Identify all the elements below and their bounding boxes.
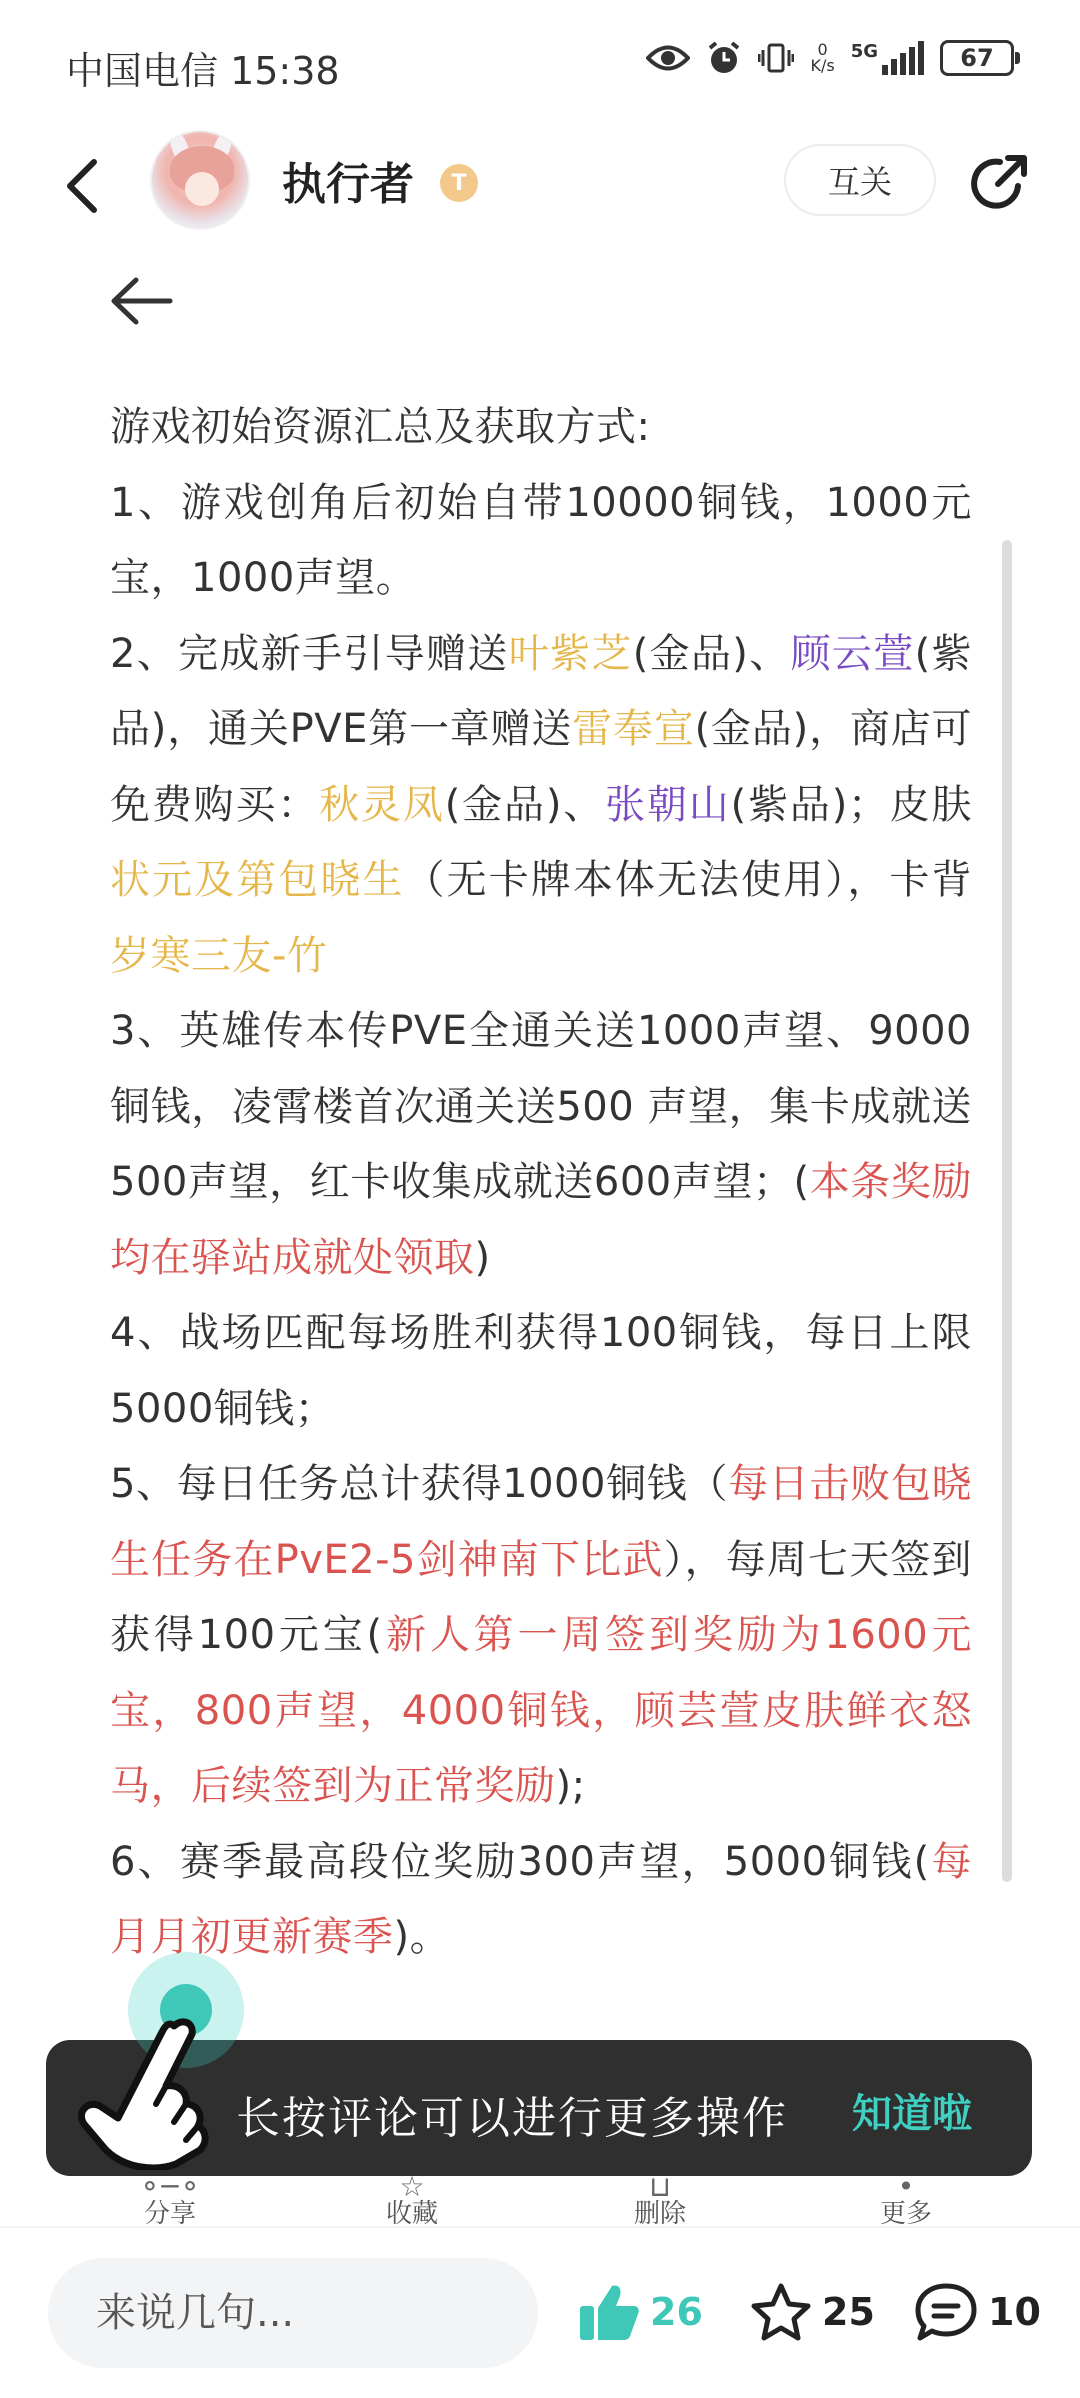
- hero-name: 雷奉宣: [572, 706, 695, 752]
- post-item-2: 2、完成新手引导赠送叶紫芝(金品)、顾云萱(紫品)，通关PVE第一章赠送雷奉宣(金品)，商店可免费购买：秋灵凤(金品)、张朝山(紫品)；皮肤状元及第包晓生（无卡牌本体无法使用），卡背岁寒三友-竹: [110, 630, 973, 979]
- arrow-back-icon[interactable]: [108, 276, 174, 326]
- highlight-note: 新人第一周签到奖励为1600元宝，800声望，4000铜钱，顾芸萱皮肤鲜衣怒马，后续签到为正常奖励: [110, 1612, 973, 1809]
- status-bar: [0, 0, 1080, 130]
- trash-icon: ⊔: [649, 2176, 671, 2203]
- favorite-button[interactable]: [750, 2282, 875, 2342]
- star-icon: ☆: [399, 2176, 425, 2203]
- back-chevron-icon[interactable]: [56, 156, 116, 216]
- share-nodes-icon: ⚬─⚬: [138, 2176, 202, 2203]
- carrier-time: 中国电信 15:38: [66, 49, 340, 93]
- toast-message: 长按评论可以进行更多操作: [236, 2093, 788, 2144]
- battery-icon: 67: [940, 40, 1014, 76]
- delete-action[interactable]: ⊔ 删除: [600, 2176, 720, 2226]
- net-speed: 0 K/s: [810, 40, 835, 75]
- post-item-5: 5、每日任务总计获得1000铜钱（每日击败包晓生任务在PvE2-5剑神南下比武），每周七天签到获得100元宝(新人第一周签到奖励为1600元宝，800声望，4000铜钱，顾芸萱皮肤鲜衣怒马，后续签到为正常奖励);: [110, 1461, 973, 1809]
- star-icon: [750, 2282, 812, 2342]
- highlight-note: 每日击败包晓生任务在PvE2-5剑神南下比武: [110, 1461, 972, 1583]
- post-content: [0, 250, 1080, 2000]
- post-item-6: 6、赛季最高段位奖励300声望，5000铜钱(每月月初更新赛季)。: [110, 1838, 973, 1960]
- comment-bubble-icon: [914, 2282, 978, 2342]
- comment-count: 10: [988, 2290, 1041, 2334]
- vibrate-icon: [758, 40, 794, 76]
- post-title: 游戏初始资源汇总及获取方式:: [110, 404, 651, 450]
- like-count: 26: [650, 2290, 703, 2334]
- skin-name: 状元及第包晓生: [110, 857, 405, 903]
- favorite-count: 25: [822, 2290, 875, 2334]
- toast-confirm-button[interactable]: 知道啦: [852, 2091, 972, 2137]
- status-icons: [646, 40, 1014, 76]
- alarm-icon: [706, 40, 742, 76]
- bottom-bar: [0, 2226, 1080, 2398]
- card-back-name: 岁寒三友-竹: [110, 932, 328, 979]
- avatar[interactable]: [150, 130, 250, 230]
- more-icon: •: [897, 2176, 915, 2203]
- level-badge: T: [440, 164, 478, 202]
- comment-button[interactable]: [914, 2282, 1041, 2342]
- eye-icon: [646, 43, 690, 73]
- hero-name: 叶紫芝: [508, 630, 633, 677]
- hero-name: 顾云萱: [790, 630, 915, 677]
- post-header: [0, 130, 1080, 250]
- follow-button[interactable]: 互关: [784, 144, 936, 216]
- post-item-1: 1、游戏创角后初始自带10000铜钱，1000元宝，1000声望。: [110, 479, 972, 601]
- post-item-3: 3、英雄传本传PVE全通关送1000声望、9000铜钱，凌霄楼首次通关送500 声望，集卡成就送500声望，红卡收集成就送600声望；(本条奖励均在驿站成就处领取): [110, 1008, 972, 1281]
- comment-input[interactable]: [48, 2258, 538, 2368]
- pointing-hand-icon: [66, 2000, 226, 2170]
- hero-name: 张朝山: [605, 781, 731, 828]
- scrollbar[interactable]: [1002, 540, 1012, 1882]
- like-button[interactable]: [578, 2282, 703, 2342]
- signal-icon: 5G: [851, 41, 924, 75]
- share-icon[interactable]: [968, 150, 1032, 214]
- share-action[interactable]: ⚬─⚬ 分享: [110, 2176, 230, 2226]
- thumbs-up-icon: [578, 2282, 640, 2342]
- favorite-action[interactable]: ☆ 收藏: [352, 2176, 472, 2226]
- highlight-note: 每月月初更新赛季: [110, 1838, 973, 1960]
- username[interactable]: 执行者: [282, 159, 414, 210]
- more-action[interactable]: • 更多: [846, 2176, 966, 2226]
- post-actions: [0, 2176, 1080, 2226]
- post-body: [110, 390, 972, 1976]
- post-item-4: 4、战场匹配每场胜利获得100铜钱，每日上限5000铜钱；: [110, 1310, 972, 1432]
- hero-name: 秋灵凤: [319, 781, 445, 828]
- highlight-note: 本条奖励均在驿站成就处领取: [110, 1159, 972, 1281]
